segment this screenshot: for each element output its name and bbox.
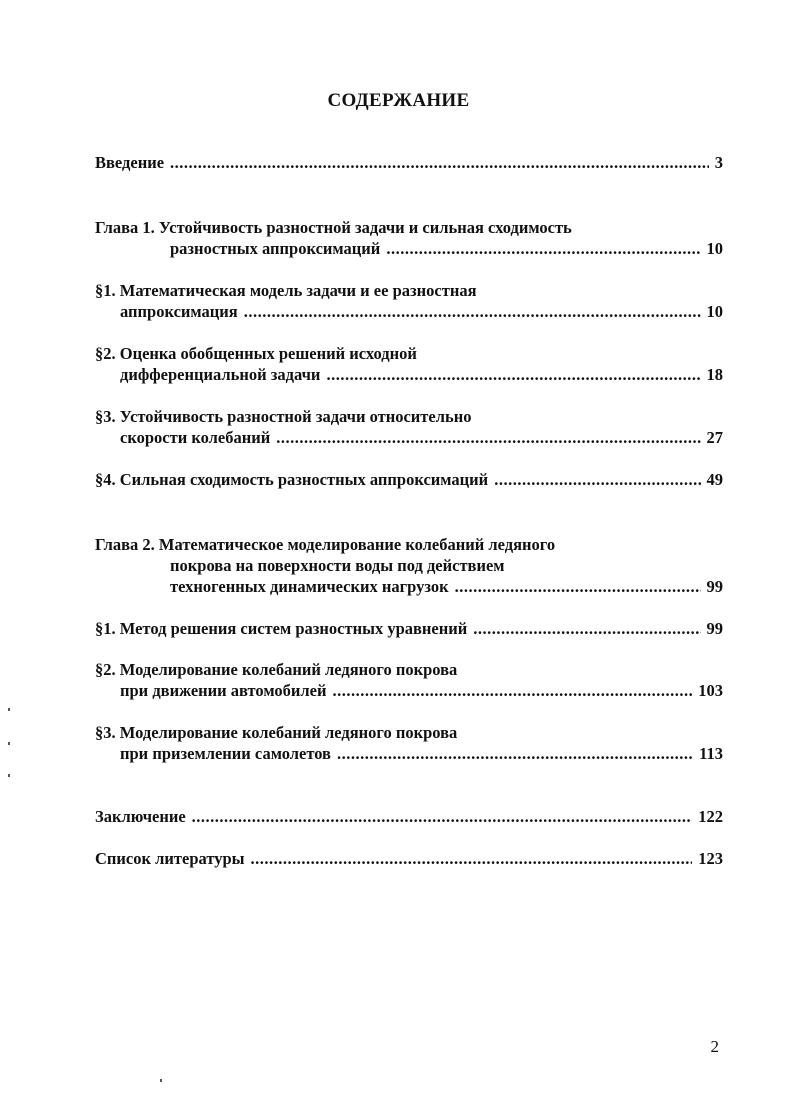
toc-entry-section-2-3[interactable] <box>120 743 723 765</box>
toc-section-1-3-title[interactable]: §3. Устойчивость разностной задачи относительно <box>95 407 472 426</box>
toc-section-2-3-title[interactable]: §3. Моделирование колебаний ледяного покрова <box>95 723 458 742</box>
toc-page-number: 18 <box>706 365 723 384</box>
scan-speck <box>8 708 10 711</box>
toc-entry-section-1-4[interactable] <box>95 469 723 491</box>
dot-leader <box>473 618 700 640</box>
toc-page-number: 103 <box>698 681 723 700</box>
toc-entry-label: скорости колебаний <box>120 428 271 447</box>
toc-entry-section-1-1[interactable] <box>120 301 723 323</box>
toc-entry-label: §4. Сильная сходимость разностных аппроксимаций <box>95 470 489 489</box>
dot-leader <box>276 427 700 449</box>
toc-entry-label: Введение <box>95 153 165 172</box>
toc-chapter-2-title-line1[interactable]: Глава 2. Математическое моделирование колебаний ледяного <box>95 535 556 554</box>
toc-chapter-1-title[interactable]: Глава 1. Устойчивость разностной задачи и сильная сходимость <box>95 218 572 237</box>
dot-leader <box>251 848 693 870</box>
toc-page-number: 99 <box>706 619 723 638</box>
toc-page-number: 99 <box>706 577 723 596</box>
toc-page-number: 3 <box>714 153 723 172</box>
toc-page-number: 27 <box>706 428 723 447</box>
dot-leader <box>244 301 701 323</box>
toc-entry-introduction[interactable] <box>95 152 723 174</box>
toc-page-number: 113 <box>699 744 723 763</box>
toc-page-number: 123 <box>698 849 723 868</box>
page-title: СОДЕРЖАНИЕ <box>327 90 470 111</box>
dot-leader <box>332 680 692 702</box>
toc-entry-section-2-2[interactable] <box>120 680 723 702</box>
dot-leader <box>337 743 693 765</box>
toc-section-2-2-title[interactable]: §2. Моделирование колебаний ледяного покрова <box>95 660 458 679</box>
dot-leader <box>455 576 701 598</box>
dot-leader <box>386 238 700 260</box>
toc-page-number: 122 <box>698 807 723 826</box>
toc-chapter-2-title-line2[interactable]: покрова на поверхности воды под действием <box>170 556 505 575</box>
toc-entry-label: при приземлении самолетов <box>120 744 331 763</box>
dot-leader <box>192 806 693 828</box>
toc-entry-label: при движении автомобилей <box>120 681 327 700</box>
toc-section-1-2-title[interactable]: §2. Оценка обобщенных решений исходной <box>95 344 417 363</box>
toc-page-number: 49 <box>706 470 723 489</box>
toc-section-1-1-title[interactable]: §1. Математическая модель задачи и ее разностная <box>95 281 477 300</box>
scan-speck <box>8 742 10 745</box>
scan-speck <box>8 774 10 777</box>
toc-entry-label: аппроксимация <box>120 302 238 321</box>
toc-entry-section-1-2[interactable] <box>120 364 723 386</box>
page-number: 2 <box>710 1037 719 1056</box>
toc-page-number: 10 <box>706 302 723 321</box>
toc-entry-chapter-1[interactable] <box>170 238 723 260</box>
toc-entry-section-1-3[interactable] <box>120 427 723 449</box>
toc-entry-label: §1. Метод решения систем разностных уравнений <box>95 619 468 638</box>
toc-entry-label: Заключение <box>95 807 186 826</box>
dot-leader <box>170 152 709 174</box>
dot-leader <box>326 364 700 386</box>
dot-leader <box>494 469 700 491</box>
scan-speck <box>160 1079 162 1082</box>
toc-entry-section-2-1[interactable] <box>95 618 723 640</box>
toc-entry-label: разностных аппроксимаций <box>170 239 381 258</box>
toc-entry-conclusion[interactable] <box>95 806 723 828</box>
toc-page-number: 10 <box>706 239 723 258</box>
toc-entry-label: техногенных динамических нагрузок <box>170 577 449 596</box>
toc-entry-label: дифференциальной задачи <box>120 365 321 384</box>
toc-entry-label: Список литературы <box>95 849 245 868</box>
toc-entry-chapter-2[interactable] <box>170 576 723 598</box>
toc-entry-references[interactable] <box>95 848 723 870</box>
